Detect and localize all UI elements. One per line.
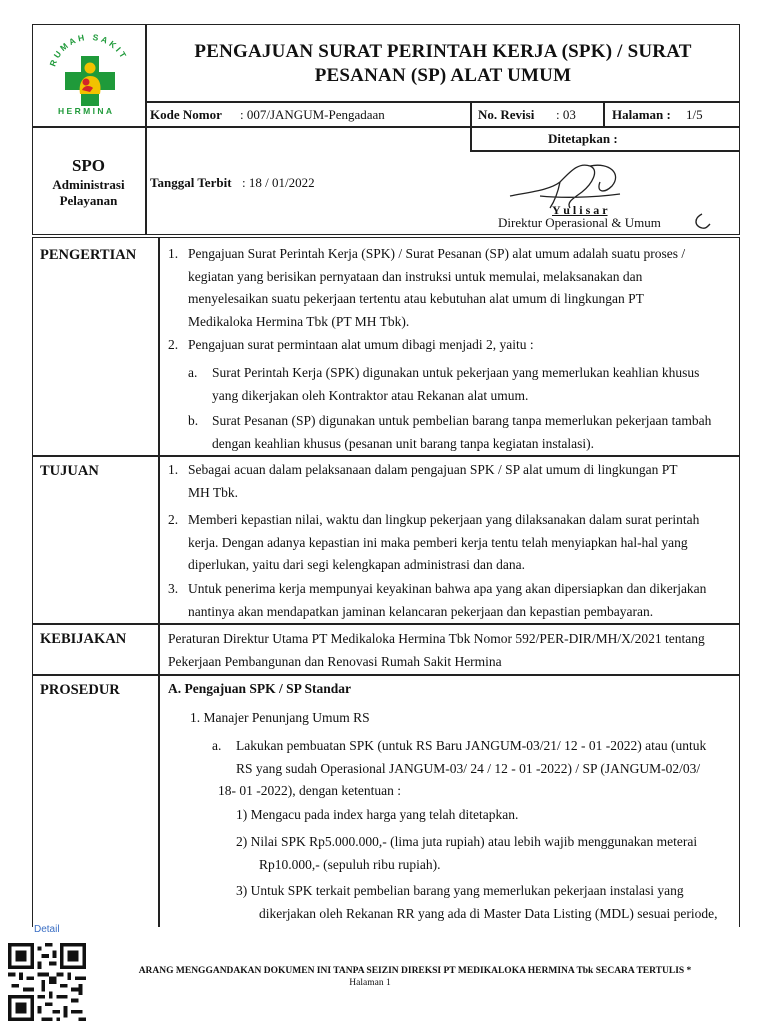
prosedur-subitem-a-line: RS yang sudah Operasional JANGUM-03/ 24 / 12 - 01 -2022) / SP (JANGUM-02/03/ (236, 760, 701, 776)
revisi-value: : 03 (556, 107, 576, 122)
prosedur-heading-a: A. Pengajuan SPK / SP Standar (168, 681, 352, 696)
signer-name: Y u l i s a r (552, 203, 608, 217)
kebijakan-line: Peraturan Direktur Utama PT Medikaloka Hermina Tbk Nomor 592/PER-DIR/MH/X/2021 tentang (168, 631, 705, 646)
ketentuan-2-line: 2) Nilai SPK Rp5.000.000,- (lima juta rupiah) atau lebih wajib menggunakan meterai (236, 834, 698, 849)
section-label-kebijakan: KEBIJAKAN (40, 631, 127, 647)
revisi-label: No. Revisi (478, 107, 535, 122)
pengertian-item-1-line: kegiatan yang berisikan pernyataan dan instruksi untuk memulai, melaksanakan dan (188, 268, 643, 284)
kebijakan-line: Pekerjaan Pembangunan dan Renovasi Rumah Sakit Hermina (168, 653, 502, 669)
ketentuan-2-line: Rp10.000,- (sepuluh ribu rupiah). (259, 856, 441, 872)
detail-link[interactable]: Detail (34, 924, 60, 935)
header-hline-logo (32, 126, 740, 128)
ketentuan-2 (236, 831, 733, 876)
prosedur-subitem-a-num: a. (212, 738, 222, 753)
pengertian-subitem-a-num: a. (188, 365, 198, 380)
pengertian-item-2 (168, 334, 733, 357)
pengertian-subitem-b-num: b. (188, 413, 199, 428)
prosedur-item-1: 1. Manajer Penunjang Umum RS (190, 710, 370, 725)
tujuan-item-1-num: 1. (168, 462, 179, 477)
tujuan-item-2 (168, 509, 733, 577)
halaman-label: Halaman : (612, 107, 671, 122)
unit-line-1: Administrasi (52, 177, 125, 192)
divider-kebijakan (32, 623, 740, 625)
title-line-1: PENGAJUAN SURAT PERINTAH KERJA (SPK) / SURAT (194, 41, 692, 62)
tujuan-item-3 (168, 578, 733, 623)
tujuan-item-1 (168, 459, 733, 504)
header-hline-title (145, 101, 740, 103)
ketentuan-3-line: dikerjakan oleh Rekanan RR yang ada di Master Data Listing (MDL) sesuai periode, (259, 905, 718, 921)
header-vline-halaman (603, 101, 605, 127)
initial-mark (690, 212, 712, 232)
pengertian-item-1-line: Pengajuan Surat Perintah Kerja (SPK) / Surat Pesanan (SP) alat umum adalah suatu proses / (188, 246, 686, 261)
logo-baby-head (83, 79, 90, 86)
section-label-tujuan: TUJUAN (40, 463, 99, 479)
pengertian-subitem-a (188, 362, 733, 407)
kode-label: Kode Nomor (150, 107, 222, 122)
tujuan-item-1-line: MH Tbk. (188, 484, 239, 500)
section-label-pengertian: PENGERTIAN (40, 247, 137, 263)
pengertian-item-2-text: Pengajuan surat permintaan alat umum dibagi menjadi 2, yaitu : (188, 337, 534, 352)
pengertian-item-1-num: 1. (168, 246, 179, 261)
tanggal-label: Tanggal Terbit (150, 175, 232, 190)
qr-code-icon[interactable] (8, 943, 86, 1021)
divider-prosedur (32, 674, 740, 676)
tujuan-item-1-line: Sebagai acuan dalam pelaksanaan dalam pengajuan SPK / SP alat umum di lingkungan PT (188, 462, 678, 477)
tujuan-item-2-line: diperlukan, yaitu dari segi kelengkapan administrasi dan dana. (188, 557, 526, 572)
unit-line-2: Pelayanan (59, 193, 118, 208)
pengertian-subitem-a-line: Surat Perintah Kerja (SPK) digunakan untuk pekerjaan yang memerlukan keahlian khusus (212, 365, 700, 380)
document-title (148, 40, 738, 88)
tujuan-item-3-num: 3. (168, 581, 179, 596)
halaman-value: 1/5 (686, 107, 703, 122)
prosedur-subitem-a (212, 735, 733, 803)
section-label-prosedur: PROSEDUR (40, 682, 120, 698)
kebijakan-text (168, 628, 733, 673)
logo-text-bottom: HERMINA (58, 106, 115, 116)
signer-title: Direktur Operasional & Umum (498, 215, 661, 230)
ketentuan-1: 1) Mengacu pada index harga yang telah ditetapkan. (236, 807, 519, 822)
tujuan-item-3-line: nantinya akan mendapatkan jaminan kelancaran pekerjaan dan kepastian pembayaran. (188, 603, 654, 619)
tujuan-item-3-line: Untuk penerima kerja mempunyai keyakinan bahwa apa yang akan dipersiapkan dan dikerjakan (188, 581, 707, 596)
tujuan-item-2-line: kerja. Dengan adanya kepastian ini maka pemberi kerja tentu telah menyiapkan hal-hal yang (188, 534, 688, 550)
header-vline-logo (145, 24, 147, 235)
ketentuan-3-line: 3) Untuk SPK terkait pembelian barang yang memerlukan pekerjaan instalasi yang (236, 883, 684, 898)
pengertian-subitem-b-line: dengan keahlian khusus (pesanan unit barang tanpa kegiatan instalasi). (212, 435, 595, 451)
logo-text-top: RUMAH SAKIT (47, 31, 130, 68)
pengertian-item-1-line: Medikaloka Hermina Tbk (PT MH Tbk). (188, 313, 410, 329)
footer-page-number: Halaman 1 (349, 978, 391, 988)
pengertian-item-1 (168, 243, 733, 333)
ketentuan-3 (236, 880, 733, 925)
pengertian-subitem-b-line: Surat Pesanan (SP) digunakan untuk pembelian barang tanpa memerlukan pekerjaan tambah (212, 413, 712, 428)
ditetapkan-label: Ditetapkan : (548, 131, 618, 146)
body-vline-labels (158, 237, 160, 927)
kode-value: : 007/JANGUM-Pengadaan (240, 107, 385, 122)
prosedur-subitem-a-line: 18- 01 -2022), dengan ketentuan : (218, 783, 401, 798)
divider-tujuan (32, 455, 740, 457)
spo-label: SPO (71, 156, 106, 175)
header-vline-ditetapkan (470, 126, 472, 151)
tujuan-item-2-num: 2. (168, 512, 179, 527)
header-vline-revisi (470, 101, 472, 127)
tujuan-item-2-line: Memberi kepastian nilai, waktu dan lingkup pekerjaan yang dilaksanakan dalam surat perintah (188, 512, 700, 527)
tanggal-value: : 18 / 01/2022 (242, 175, 315, 190)
pengertian-subitem-b (188, 410, 733, 455)
pengertian-item-2-num: 2. (168, 337, 179, 352)
pengertian-item-1-line: menyelesaikan suatu pekerjaan tertentu atau kebutuhan alat umum di lingkungan PT (188, 291, 644, 306)
prosedur-subitem-a-line: Lakukan pembuatan SPK (untuk RS Baru JANGUM-03/21/ 12 - 01 -2022) atau (untuk (236, 738, 707, 753)
pengertian-subitem-a-line: yang dikerjakan oleh Kontraktor atau Rekanan alat umum. (212, 387, 529, 403)
title-line-2: PESANAN (SP) ALAT UMUM (314, 65, 572, 86)
footer-warning: ARANG MENGGANDAKAN DOKUMEN INI TANPA SEIZIN DIREKSI PT MEDIKALOKA HERMINA Tbk SECARA TERTULIS * (138, 966, 692, 976)
logo-figure-head (85, 63, 96, 74)
